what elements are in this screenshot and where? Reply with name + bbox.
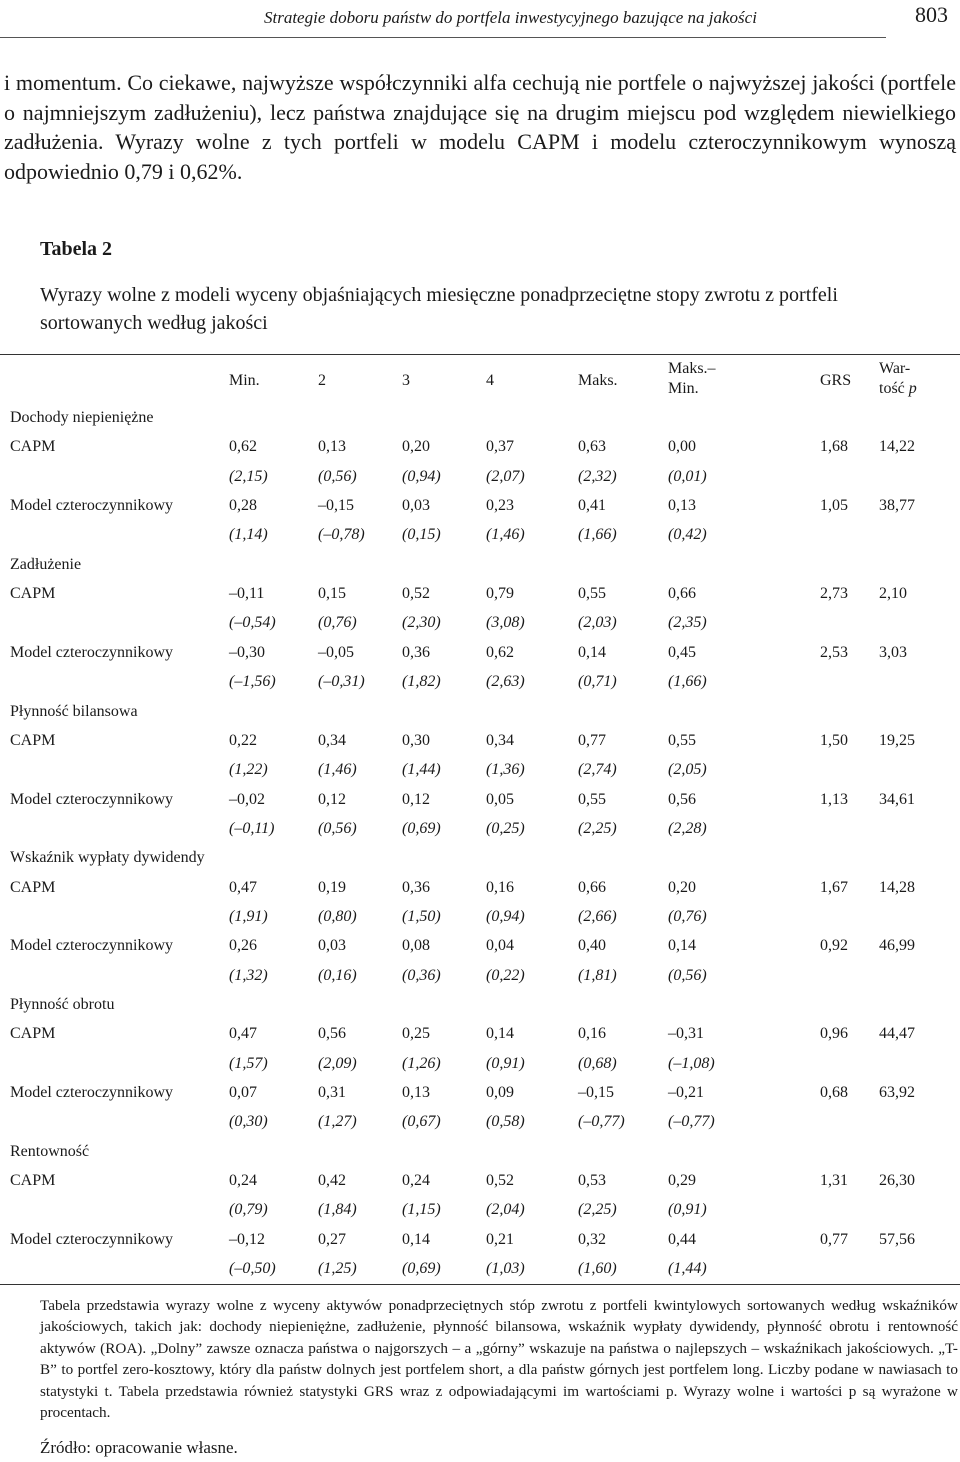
table-bottom-rule bbox=[0, 1284, 960, 1285]
coefficient-cell: 0,56 bbox=[318, 1025, 346, 1043]
model-name: Model czteroczynnikowy bbox=[10, 790, 174, 808]
tstat-cell: (2,03) bbox=[578, 614, 617, 632]
pvalue-cell: 2,10 bbox=[879, 585, 907, 603]
coefficient-cell: 0,66 bbox=[578, 878, 606, 896]
section-header-row bbox=[0, 844, 960, 873]
grs-cell: 1,31 bbox=[820, 1172, 848, 1190]
coefficient-cell: 0,52 bbox=[486, 1172, 514, 1190]
tstat-row bbox=[0, 756, 960, 785]
coefficient-row bbox=[0, 1226, 960, 1255]
coefficient-cell: –0,12 bbox=[229, 1230, 265, 1248]
header-grs: GRS bbox=[820, 372, 852, 389]
tstat-cell: (1,82) bbox=[402, 673, 441, 691]
intro-paragraph: i momentum. Co ciekawe, najwyższe współczynniki alfa cechują nie portfele o najwyższej jakości (portfele o najmniejszym zadłużeniu), lecz państwa znajdujące się na drugim miejscu pod względem niewielkiego zadłużenia. Wyrazy wolne z tych portfeli w modelu CAPM i modelu czteroczynnikowym wynoszą odpowiednio 0,79 i 0,62%. bbox=[4, 70, 956, 184]
tstat-row bbox=[0, 463, 960, 492]
tstat-row bbox=[0, 1050, 960, 1079]
tstat-cell: (2,32) bbox=[578, 467, 617, 485]
section-title: Zadłużenie bbox=[10, 555, 82, 573]
tstat-cell: (2,05) bbox=[668, 761, 707, 779]
coefficient-cell: 0,55 bbox=[578, 585, 606, 603]
page-number: 803 bbox=[915, 2, 948, 27]
tstat-cell: (0,30) bbox=[229, 1113, 268, 1131]
coefficient-row bbox=[0, 932, 960, 961]
pvalue-cell: 19,25 bbox=[879, 731, 915, 749]
coefficient-cell: 0,26 bbox=[229, 937, 257, 955]
coefficient-cell: 0,30 bbox=[402, 731, 430, 749]
coefficient-cell: 0,08 bbox=[402, 937, 430, 955]
tstat-cell: (–0,77) bbox=[578, 1113, 625, 1131]
section-title: Rentowność bbox=[10, 1142, 90, 1160]
coefficient-cell: 0,19 bbox=[318, 878, 346, 896]
table-label: Tabela 2 bbox=[40, 238, 113, 260]
section-header-row bbox=[0, 551, 960, 580]
section-title: Płynność bilansowa bbox=[10, 702, 138, 720]
tstat-cell: (0,76) bbox=[318, 614, 357, 632]
tstat-cell: (0,69) bbox=[402, 819, 441, 837]
coefficient-cell: 0,62 bbox=[229, 438, 257, 456]
tstat-row bbox=[0, 521, 960, 550]
tstat-cell: (0,56) bbox=[318, 819, 357, 837]
tstat-cell: (1,44) bbox=[402, 761, 441, 779]
pvalue-cell: 38,77 bbox=[879, 497, 915, 515]
header-q4: 4 bbox=[486, 372, 494, 389]
coefficient-cell: 0,13 bbox=[668, 497, 696, 515]
grs-cell: 2,53 bbox=[820, 643, 848, 661]
coefficient-row bbox=[0, 639, 960, 668]
tstat-cell: (0,36) bbox=[402, 966, 441, 984]
tstat-cell: (2,07) bbox=[486, 467, 525, 485]
grs-cell: 1,05 bbox=[820, 497, 848, 515]
coefficient-cell: 0,07 bbox=[229, 1084, 257, 1102]
tstat-cell: (1,46) bbox=[318, 761, 357, 779]
page-header bbox=[0, 0, 960, 40]
tstat-cell: (0,58) bbox=[486, 1113, 525, 1131]
model-name: CAPM bbox=[10, 1172, 56, 1190]
grs-cell: 0,68 bbox=[820, 1084, 848, 1102]
pvalue-cell: 63,92 bbox=[879, 1084, 915, 1102]
pvalue-cell: 57,56 bbox=[879, 1230, 915, 1248]
grs-cell: 0,96 bbox=[820, 1025, 848, 1043]
tstat-cell: (0,67) bbox=[402, 1113, 441, 1131]
header-maxmin-line2: Min. bbox=[668, 380, 699, 397]
header-q3: 3 bbox=[402, 372, 410, 389]
coefficient-cell: 0,12 bbox=[402, 790, 430, 808]
coefficient-cell: 0,31 bbox=[318, 1084, 346, 1102]
pvalue-cell: 34,61 bbox=[879, 790, 915, 808]
section-title: Dochody niepieniężne bbox=[10, 409, 154, 426]
tstat-cell: (1,50) bbox=[402, 907, 441, 925]
tstat-cell: (1,03) bbox=[486, 1260, 525, 1278]
coefficient-cell: 0,00 bbox=[668, 438, 696, 456]
tstat-cell: (2,74) bbox=[578, 761, 617, 779]
tstat-row bbox=[0, 1108, 960, 1137]
coefficient-cell: 0,14 bbox=[402, 1230, 430, 1248]
tstat-row bbox=[0, 962, 960, 991]
tstat-cell: (–0,78) bbox=[318, 526, 365, 544]
tstat-cell: (2,66) bbox=[578, 907, 617, 925]
tstat-cell: (0,94) bbox=[486, 907, 525, 925]
coefficient-cell: 0,29 bbox=[668, 1172, 696, 1190]
tstat-cell: (0,56) bbox=[668, 966, 707, 984]
coefficient-row bbox=[0, 433, 960, 462]
section-header-row bbox=[0, 698, 960, 727]
tstat-cell: (1,46) bbox=[486, 526, 525, 544]
coefficient-cell: –0,15 bbox=[578, 1084, 614, 1102]
coefficient-cell: 0,14 bbox=[486, 1025, 514, 1043]
coefficient-cell: 0,34 bbox=[318, 731, 346, 749]
coefficient-cell: 0,32 bbox=[578, 1230, 606, 1248]
coefficient-cell: 0,20 bbox=[668, 878, 696, 896]
coefficient-cell: 0,40 bbox=[578, 937, 606, 955]
model-name: Model czteroczynnikowy bbox=[10, 497, 174, 515]
pvalue-cell: 44,47 bbox=[879, 1025, 915, 1043]
tstat-cell: (2,30) bbox=[402, 614, 441, 632]
coefficient-cell: 0,21 bbox=[486, 1230, 514, 1248]
tstat-cell: (0,15) bbox=[402, 526, 441, 544]
tstat-cell: (2,25) bbox=[578, 819, 617, 837]
coefficient-cell: 0,28 bbox=[229, 497, 257, 515]
coefficient-cell: 0,37 bbox=[486, 438, 514, 456]
coefficient-cell: 0,36 bbox=[402, 643, 430, 661]
pvalue-cell: 26,30 bbox=[879, 1172, 915, 1190]
coefficient-cell: 0,53 bbox=[578, 1172, 606, 1190]
coefficient-cell: 0,62 bbox=[486, 643, 514, 661]
tstat-cell: (–0,50) bbox=[229, 1260, 276, 1278]
section-title: Płynność obrotu bbox=[10, 996, 115, 1013]
tstat-cell: (0,25) bbox=[486, 819, 525, 837]
tstat-cell: (0,69) bbox=[402, 1260, 441, 1278]
tstat-cell: (1,36) bbox=[486, 761, 525, 779]
coefficient-cell: 0,47 bbox=[229, 1025, 257, 1043]
coefficient-cell: 0,42 bbox=[318, 1172, 346, 1190]
header-pvalue-line1: War- bbox=[879, 360, 911, 377]
coefficient-row bbox=[0, 786, 960, 815]
tstat-cell: (–0,77) bbox=[668, 1113, 715, 1131]
tstat-cell: (1,26) bbox=[402, 1054, 441, 1072]
coefficient-cell: 0,66 bbox=[668, 585, 696, 603]
tstat-cell: (2,35) bbox=[668, 614, 707, 632]
tstat-cell: (–0,54) bbox=[229, 614, 276, 632]
tstat-cell: (0,91) bbox=[668, 1201, 707, 1219]
coefficient-cell: –0,11 bbox=[229, 585, 265, 603]
header-pvalue-line2: tość p bbox=[879, 380, 917, 397]
model-name: CAPM bbox=[10, 878, 56, 896]
tstat-cell: (–1,08) bbox=[668, 1054, 715, 1072]
model-name: CAPM bbox=[10, 731, 56, 749]
tstat-cell: (2,25) bbox=[578, 1201, 617, 1219]
tstat-cell: (1,14) bbox=[229, 526, 268, 544]
tstat-cell: (1,32) bbox=[229, 966, 268, 984]
tstat-cell: (1,91) bbox=[229, 907, 268, 925]
tstat-cell: (0,91) bbox=[486, 1054, 525, 1072]
coefficient-cell: –0,31 bbox=[668, 1025, 704, 1043]
tstat-cell: (1,84) bbox=[318, 1201, 357, 1219]
tstat-cell: (2,04) bbox=[486, 1201, 525, 1219]
coefficient-cell: 0,03 bbox=[318, 937, 346, 955]
tstat-cell: (1,81) bbox=[578, 966, 617, 984]
coefficient-row bbox=[0, 492, 960, 521]
pvalue-cell: 14,28 bbox=[879, 878, 915, 896]
tstat-cell: (0,79) bbox=[229, 1201, 268, 1219]
grs-cell: 1,50 bbox=[820, 731, 848, 749]
coefficient-cell: 0,03 bbox=[402, 497, 430, 515]
table-top-rule bbox=[0, 354, 960, 355]
coefficient-cell: 0,09 bbox=[486, 1084, 514, 1102]
coefficient-cell: 0,55 bbox=[578, 790, 606, 808]
tstat-cell: (0,16) bbox=[318, 966, 357, 984]
model-name: Model czteroczynnikowy bbox=[10, 937, 174, 955]
header-rule bbox=[0, 37, 886, 38]
section-header-row bbox=[0, 1138, 960, 1167]
coefficient-cell: 0,14 bbox=[578, 643, 606, 661]
coefficient-cell: 0,23 bbox=[486, 497, 514, 515]
tstat-cell: (2,63) bbox=[486, 673, 525, 691]
coefficient-cell: 0,55 bbox=[668, 731, 696, 749]
coefficient-cell: 0,24 bbox=[229, 1172, 257, 1190]
coefficient-row bbox=[0, 1020, 960, 1049]
grs-cell: 1,68 bbox=[820, 438, 848, 456]
tstat-row bbox=[0, 903, 960, 932]
source-note: Źródło: opracowanie własne. bbox=[40, 1438, 238, 1457]
section-header-row bbox=[0, 991, 960, 1020]
tstat-row bbox=[0, 1196, 960, 1225]
model-name: Model czteroczynnikowy bbox=[10, 1084, 174, 1102]
tstat-row bbox=[0, 609, 960, 638]
coefficient-cell: 0,22 bbox=[229, 731, 257, 749]
tstat-cell: (1,15) bbox=[402, 1201, 441, 1219]
coefficient-cell: 0,25 bbox=[402, 1025, 430, 1043]
coefficient-row bbox=[0, 727, 960, 756]
coefficient-cell: –0,15 bbox=[318, 497, 354, 515]
grs-cell: 1,13 bbox=[820, 790, 848, 808]
coefficient-cell: 0,44 bbox=[668, 1230, 696, 1248]
pvalue-cell: 3,03 bbox=[879, 643, 907, 661]
coefficient-cell: 0,14 bbox=[668, 937, 696, 955]
tstat-cell: (–0,31) bbox=[318, 673, 365, 691]
model-name: Model czteroczynnikowy bbox=[10, 1230, 174, 1248]
tstat-cell: (0,71) bbox=[578, 673, 617, 691]
tstat-cell: (–1,56) bbox=[229, 673, 276, 691]
coefficient-cell: 0,56 bbox=[668, 790, 696, 808]
coefficient-cell: 0,13 bbox=[318, 438, 346, 456]
tstat-cell: (0,42) bbox=[668, 526, 707, 544]
coefficient-cell: 0,16 bbox=[486, 878, 514, 896]
coefficient-cell: 0,27 bbox=[318, 1230, 346, 1248]
table-caption: Wyrazy wolne z modeli wyceny objaśniających miesięczne ponadprzeciętne stopy zwrotu z portfeli sortowanych według jakości bbox=[40, 284, 838, 334]
tstat-cell: (1,66) bbox=[578, 526, 617, 544]
grs-cell: 1,67 bbox=[820, 878, 848, 896]
coefficient-cell: 0,12 bbox=[318, 790, 346, 808]
tstat-cell: (1,44) bbox=[668, 1260, 707, 1278]
tstat-cell: (0,01) bbox=[668, 467, 707, 485]
grs-cell: 2,73 bbox=[820, 585, 848, 603]
coefficient-cell: 0,79 bbox=[486, 585, 514, 603]
coefficient-cell: 0,47 bbox=[229, 878, 257, 896]
coefficient-cell: –0,21 bbox=[668, 1084, 704, 1102]
coefficient-cell: –0,30 bbox=[229, 643, 265, 661]
tstat-cell: (1,27) bbox=[318, 1113, 357, 1131]
coefficient-row bbox=[0, 874, 960, 903]
coefficient-cell: 0,77 bbox=[578, 731, 606, 749]
tstat-cell: (2,15) bbox=[229, 467, 268, 485]
coefficient-cell: 0,05 bbox=[486, 790, 514, 808]
tstat-row bbox=[0, 1255, 960, 1284]
tstat-cell: (0,56) bbox=[318, 467, 357, 485]
tstat-cell: (0,80) bbox=[318, 907, 357, 925]
coefficient-cell: 0,04 bbox=[486, 937, 514, 955]
section-header-row bbox=[0, 404, 960, 433]
coefficient-cell: 0,52 bbox=[402, 585, 430, 603]
coefficient-cell: 0,36 bbox=[402, 878, 430, 896]
model-name: CAPM bbox=[10, 438, 56, 456]
coefficient-cell: 0,20 bbox=[402, 438, 430, 456]
header-min: Min. bbox=[229, 372, 260, 389]
tstat-cell: (1,22) bbox=[229, 761, 268, 779]
tstat-cell: (0,68) bbox=[578, 1054, 617, 1072]
coefficient-row bbox=[0, 580, 960, 609]
tstat-cell: (1,66) bbox=[668, 673, 707, 691]
coefficient-row bbox=[0, 1079, 960, 1108]
header-maxmin-line1: Maks.– bbox=[668, 360, 716, 377]
header-max: Maks. bbox=[578, 372, 618, 389]
tstat-cell: (2,09) bbox=[318, 1054, 357, 1072]
coefficient-cell: 0,45 bbox=[668, 643, 696, 661]
header-q2: 2 bbox=[318, 372, 326, 389]
pvalue-cell: 46,99 bbox=[879, 937, 915, 955]
model-name: CAPM bbox=[10, 585, 56, 603]
coefficient-row bbox=[0, 1167, 960, 1196]
coefficient-cell: 0,34 bbox=[486, 731, 514, 749]
tstat-cell: (0,22) bbox=[486, 966, 525, 984]
tstat-cell: (0,76) bbox=[668, 907, 707, 925]
grs-cell: 0,77 bbox=[820, 1230, 848, 1248]
table-notes: Tabela przedstawia wyrazy wolne z wyceny aktywów ponadprzeciętnych stóp zwrotu z portfeli kwintylowych sortowanych według wskaźników jakościowych, takich jak: dochody niepieniężne, zadłużenie, płynność bilansowa, wskaźnik wypłaty dywidendy, płynność obrotu i rentowność aktywów (ROA). „Dolny” zawsze oznacza państwa o najgorszych – a „górny” wskazuje na państwa o najlepszych – wskaźnikach jakościowych. „T-B” to portfel zero-kosztowy, który dla państw dolnych jest portfelem short, a dla państw górnych jest portfelem long. Liczby podane w nawiasach to statystyki t. Tabela przedstawia również statystyki GRS wraz z odpowiadającymi im wartościami p. Wyrazy wolne i wartości p są wyrażone w procentach. bbox=[40, 1297, 958, 1422]
section-title: Wskaźnik wypłaty dywidendy bbox=[10, 849, 205, 867]
tstat-cell: (1,25) bbox=[318, 1260, 357, 1278]
coefficient-cell: 0,41 bbox=[578, 497, 606, 515]
tstat-cell: (1,57) bbox=[229, 1054, 268, 1072]
coefficient-cell: 0,24 bbox=[402, 1172, 430, 1190]
tstat-cell: (–0,11) bbox=[229, 819, 275, 837]
tstat-cell: (3,08) bbox=[486, 614, 525, 632]
tstat-cell: (1,60) bbox=[578, 1260, 617, 1278]
pvalue-cell: 14,22 bbox=[879, 438, 915, 456]
tstat-row bbox=[0, 668, 960, 697]
model-name: CAPM bbox=[10, 1025, 56, 1043]
coefficient-cell: 0,63 bbox=[578, 438, 606, 456]
tstat-row bbox=[0, 815, 960, 844]
grs-cell: 0,92 bbox=[820, 937, 848, 955]
model-name: Model czteroczynnikowy bbox=[10, 643, 174, 661]
coefficient-cell: 0,15 bbox=[318, 585, 346, 603]
coefficient-cell: –0,02 bbox=[229, 790, 265, 808]
coefficient-cell: –0,05 bbox=[318, 643, 354, 661]
tstat-cell: (2,28) bbox=[668, 819, 707, 837]
coefficient-cell: 0,13 bbox=[402, 1084, 430, 1102]
tstat-cell: (0,94) bbox=[402, 467, 441, 485]
running-title: Strategie doboru państw do portfela inwestycyjnego bazujące na jakości bbox=[264, 8, 757, 27]
coefficient-cell: 0,16 bbox=[578, 1025, 606, 1043]
